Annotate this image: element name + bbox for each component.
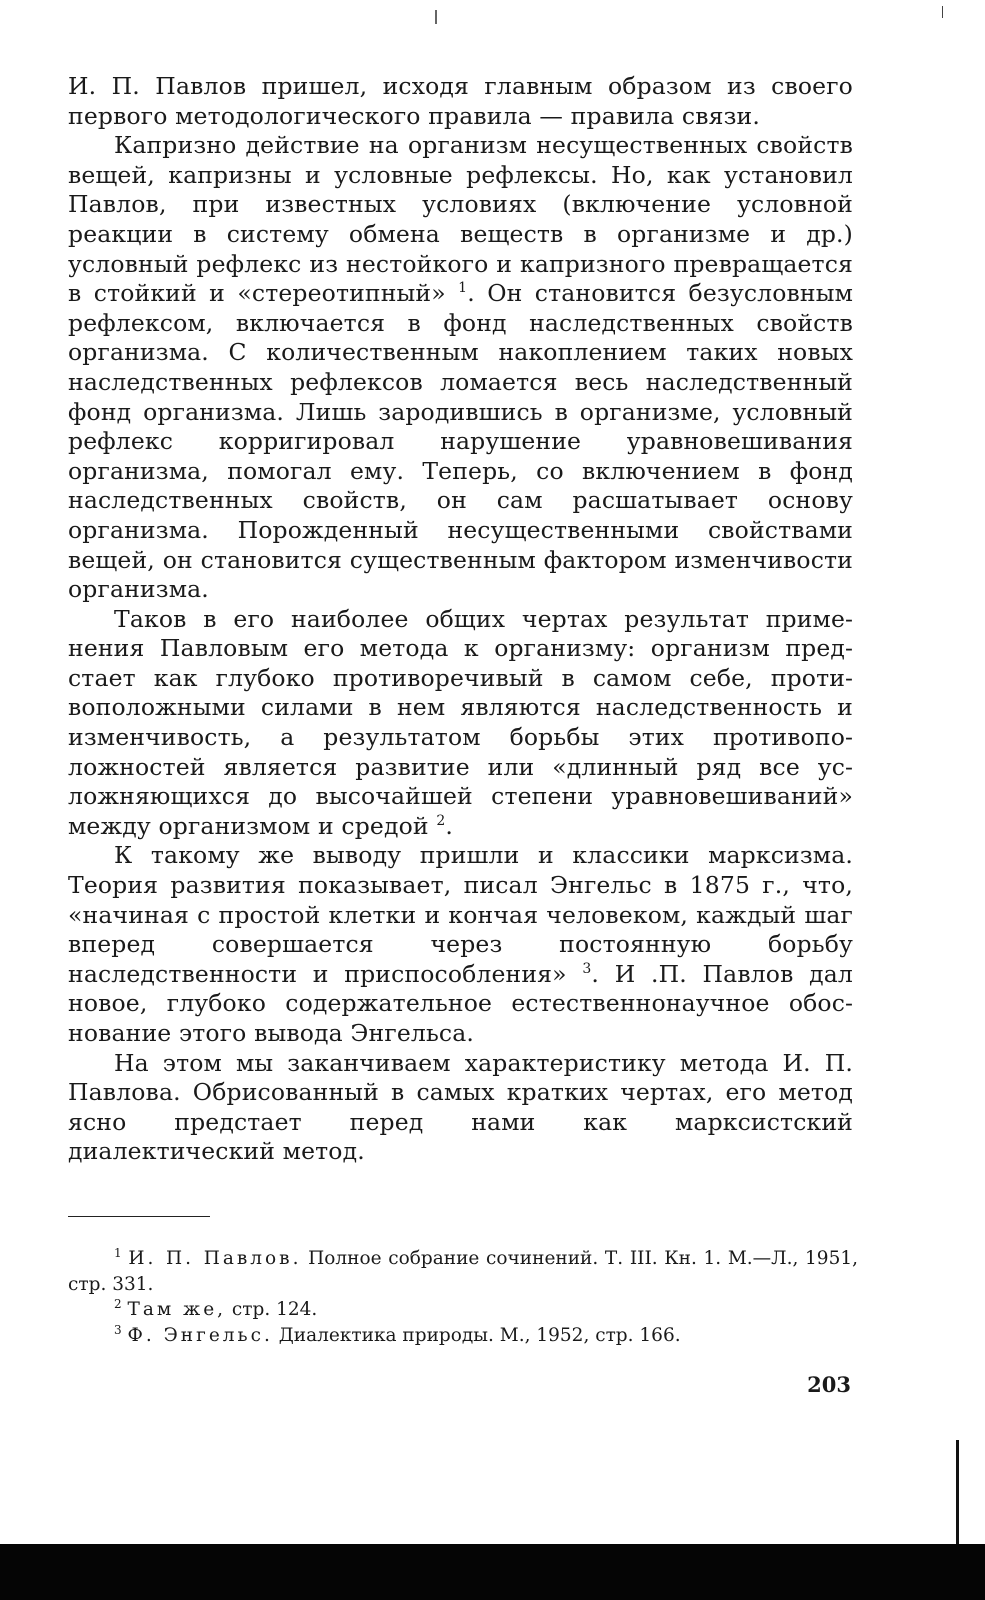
- main-text: [68, 72, 853, 1167]
- footnote-ref[interactable]: 3: [582, 960, 592, 977]
- footnote: $^3$ Ф. Энгельс. Диалектика природы. М., 1952, стр. 166.: [114, 1322, 681, 1346]
- paragraph: Таков в его наиболее общих чертах результат применения Павловым его метода к организму: организм предстает как глубоко противоречивый в самом себе, противоположными силами в нем являются наследственность и изменчивость, а результатом борьбы этих противоположностей является развитие или «длинный ряд все усложняющихся до высочайшей степени уравновешиваний» между организмом и средой $^2$.: [68, 604, 853, 840]
- footnote-author: Ф. Энгельс.: [127, 1324, 273, 1346]
- footnote-ref[interactable]: 2: [436, 813, 446, 830]
- scan-mark: [435, 10, 437, 24]
- paragraph: Капризно действие на организм несущественных свойств вещей, капризны и условные рефлексы. Но, как установил Павлов, при известных условиях (включение условной реакции в систему обмена веществ в организме и др.) условный рефлекс из нестойкого и капризного превращается в стойкий и «стереотипный» $^1$. Он становится безусловным рефлексом, включается в фонд наследственных свойств организма. С количественным накоплением таких новых наследственных рефлексов ломается весь наследственный фонд организма. Лишь зародившись в организме, условный рефлекс корригировал нарушение уравновешивания организма, помогал ему. Теперь, со включением в фонд наследственных свойств, он сам расшатывает основу организма. Порожденный несущественными свойствами вещей, он становится существенным фактором изменчивости организма.: [68, 131, 854, 604]
- footnote: $^2$ Там же, стр. 124.: [114, 1296, 318, 1320]
- paragraph: И. П. Павлов пришел, исходя главным образом из своего первого методологического правила — правила связи.: [68, 72, 853, 130]
- scan-mark: [942, 6, 944, 18]
- footnote: $^1$ И. П. Павлов. Полное собрание сочинений. Т. III. Кн. 1. М.—Л., 1951, стр. 331.: [68, 1245, 858, 1295]
- scan-edge: [956, 1440, 959, 1544]
- footnote-author: И. П. Павлов.: [128, 1248, 302, 1269]
- footnotes: [68, 1246, 858, 1348]
- scan-border: [0, 1544, 985, 1600]
- footnote-ref[interactable]: 1: [458, 280, 468, 297]
- footnote-divider: [68, 1216, 210, 1217]
- paragraph: На этом мы заканчиваем характеристику метода И. П. Павлова. Обрисованный в самых кратких чертах, его метод ясно предстает перед нами как марксистский диалектический метод.: [68, 1048, 853, 1166]
- footnote-author: Там же,: [127, 1299, 227, 1320]
- paragraph: К такому же выводу пришли и классики марксизма. Теория развития показывает, писал Энгельс в 1875 г., что, «начиная с простой клетки и кончая человеком, каждый шаг вперед совершается через постоянную борьбу наследственности и приспособления» $^3$. И .П. Павлов дал новое, глубоко содержательное естественнонаучное обоснование этого вывода Энгельса.: [68, 841, 854, 1047]
- page-number: 203: [807, 1372, 851, 1397]
